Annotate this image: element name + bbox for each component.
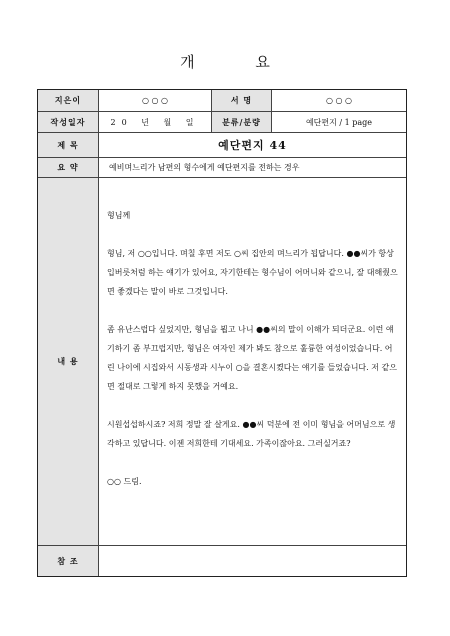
summary-label: 요 약 [38, 158, 98, 177]
subject-value: 예단편지 44 [98, 133, 406, 157]
signature-label: 서 명 [211, 90, 271, 111]
content-row [38, 177, 406, 545]
reference-row [38, 545, 406, 576]
subject-label: 제 목 [38, 133, 98, 157]
category-label: 분류/분량 [211, 112, 271, 132]
document-title: 개 요 [180, 53, 298, 71]
letter-greeting: 형님께 [107, 211, 131, 220]
date-row [38, 111, 406, 132]
summary-value: 예비며느리가 남편의 형수에게 예단편지를 전하는 경우 [98, 158, 406, 177]
author-label: 지은이 [38, 90, 98, 111]
letter-paragraph: 시원섭섭하시죠? 저희 정말 잘 살게요. ●●씨 덕분에 전 이미 형님을 어머님으로 생각하고 있답니다. 이젠 저희한테 기대세요. 가족이잖아요. 그러실거죠? [107, 420, 396, 448]
reference-value [98, 546, 406, 576]
signature-value: ○ ○ ○ [271, 90, 406, 111]
summary-row [38, 157, 406, 177]
subject-row [38, 132, 406, 157]
letter-paragraph: 형님, 저 ○○입니다. 며칠 후면 저도 ○씨 집안의 며느리가 됩답니다. ●●씨가 항상 입버릇처럼 하는 얘기가 있어요, 자기한테는 형수님이 어머니와 같으니, 잘 대해줬으면 좋겠다는 말이 바로 그것입니다. [107, 249, 398, 296]
letter-signoff: ○○ 드림. [107, 477, 142, 486]
category-value: 예단편지 / 1 page [271, 112, 406, 132]
date-value: 20 년 월 일 [98, 112, 211, 132]
date-label: 작성일자 [38, 112, 98, 132]
summary-form-table [37, 89, 407, 577]
reference-label: 참 조 [38, 546, 98, 576]
author-row [38, 90, 406, 111]
content-label: 내 용 [38, 178, 98, 545]
letter-body [98, 178, 406, 545]
letter-paragraph: 좀 유난스럽다 싶었지만, 형님을 뵙고 나니 ●●씨의 말이 이해가 되더군요. 이런 얘기하기 좀 부끄럽지만, 형님은 여자인 제가 봐도 참으로 훌륭한 여성이었습니다. 어린 나이에 시집와서 시동생과 시누이 ○을 결혼시켰다는 얘기를 들었습니다. 저 같으면 절대로 그렇게 하지 못했을 거예요. [107, 325, 397, 391]
author-value: ○ ○ ○ [98, 90, 211, 111]
